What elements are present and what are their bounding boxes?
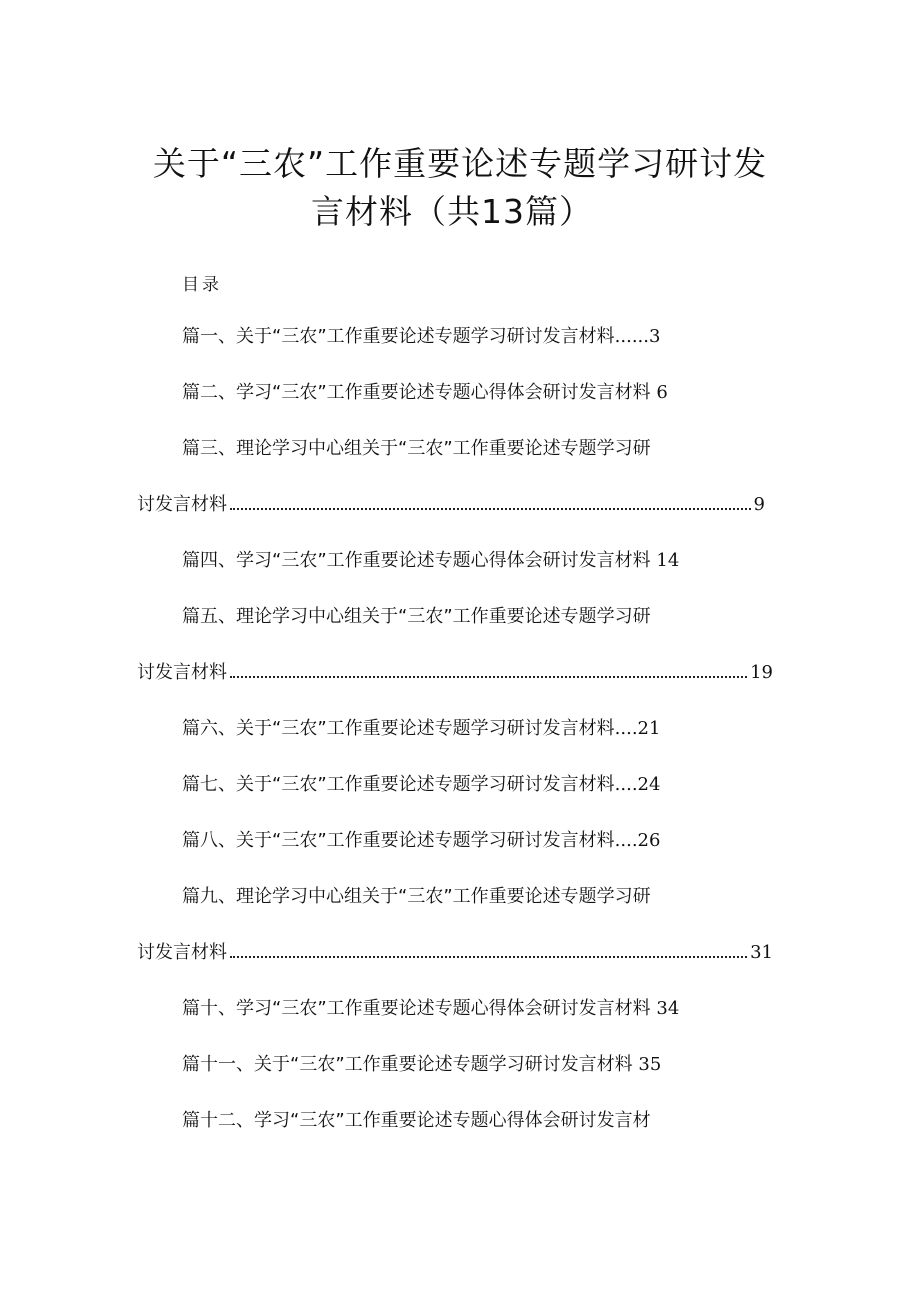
- toc-entry-page: 3: [649, 326, 661, 347]
- toc-entry-9[interactable]: [182, 884, 651, 910]
- toc-dot-leader: [230, 676, 747, 678]
- toc-entry-6[interactable]: [182, 716, 660, 742]
- toc-entry-title: 篇十二、学习“三农”工作重要论述专题心得体会研讨发言材: [182, 1110, 651, 1131]
- toc-entry-page: 24: [637, 774, 661, 795]
- toc-entry-title-continuation: 讨发言材料: [137, 942, 227, 963]
- toc-entry-title: 篇十、学习“三农”工作重要论述专题心得体会研讨发言材料: [182, 998, 651, 1019]
- toc-entry-page: 19: [750, 662, 773, 683]
- toc-entry-title: 篇一、关于“三农”工作重要论述专题学习研讨发言材料: [182, 326, 615, 347]
- toc-entry-title: 篇四、学习“三农”工作重要论述专题心得体会研讨发言材料: [182, 550, 651, 571]
- toc-entry-11[interactable]: [182, 1052, 661, 1078]
- toc-entry-4[interactable]: [182, 548, 679, 574]
- toc-entry-3-continuation[interactable]: [137, 492, 765, 518]
- toc-entry-title: 篇七、关于“三农”工作重要论述专题学习研讨发言材料: [182, 774, 615, 795]
- toc-entry-5[interactable]: [182, 604, 651, 630]
- toc-entry-dots: ....: [614, 718, 638, 739]
- toc-entry-title: 篇六、关于“三农”工作重要论述专题学习研讨发言材料: [182, 718, 615, 739]
- toc-entry-title-continuation: 讨发言材料: [137, 494, 227, 515]
- toc-entry-dots: ....: [614, 774, 638, 795]
- toc-entry-title: 篇九、理论学习中心组关于“三农”工作重要论述专题学习研: [182, 886, 651, 907]
- toc-entry-page: 31: [750, 942, 773, 963]
- toc-entry-page: 14: [656, 550, 680, 571]
- toc-entry-title: 篇五、理论学习中心组关于“三农”工作重要论述专题学习研: [182, 606, 651, 627]
- toc-entry-12[interactable]: [182, 1108, 651, 1134]
- toc-entry-title: 篇八、关于“三农”工作重要论述专题学习研讨发言材料: [182, 830, 615, 851]
- toc-entry-7[interactable]: [182, 772, 660, 798]
- toc-entry-page: 35: [638, 1054, 662, 1075]
- toc-entry-dots: ....: [614, 830, 638, 851]
- toc-heading: 目录: [182, 275, 222, 295]
- toc-entry-page: 26: [637, 830, 661, 851]
- toc-dot-leader: [230, 956, 747, 958]
- toc-entry-title: 篇三、理论学习中心组关于“三农”工作重要论述专题学习研: [182, 438, 651, 459]
- toc-entry-8[interactable]: [182, 828, 660, 854]
- toc-entry-3[interactable]: [182, 436, 651, 462]
- toc-entry-dots: ......: [614, 326, 649, 347]
- document-title-line-1: 关于“三农”工作重要论述专题学习研讨发: [152, 144, 768, 183]
- toc-entry-1[interactable]: [182, 324, 660, 350]
- toc-entry-title: 篇十一、关于“三农”工作重要论述专题学习研讨发言材料: [182, 1054, 633, 1075]
- toc-dot-leader: [230, 508, 751, 510]
- toc-entry-5-continuation[interactable]: [137, 660, 773, 686]
- toc-entry-page: 6: [656, 382, 668, 403]
- toc-entry-9-continuation[interactable]: [137, 940, 773, 966]
- toc-entry-page: 9: [753, 494, 765, 515]
- toc-entry-page: 34: [656, 998, 680, 1019]
- toc-entry-page: 21: [637, 718, 661, 739]
- document-title-line-2: 言材料（共13篇）: [311, 192, 593, 231]
- toc-entry-title: 篇二、学习“三农”工作重要论述专题心得体会研讨发言材料: [182, 382, 651, 403]
- toc-entry-2[interactable]: [182, 380, 668, 406]
- toc-entry-10[interactable]: [182, 996, 679, 1022]
- toc-entry-title-continuation: 讨发言材料: [137, 662, 227, 683]
